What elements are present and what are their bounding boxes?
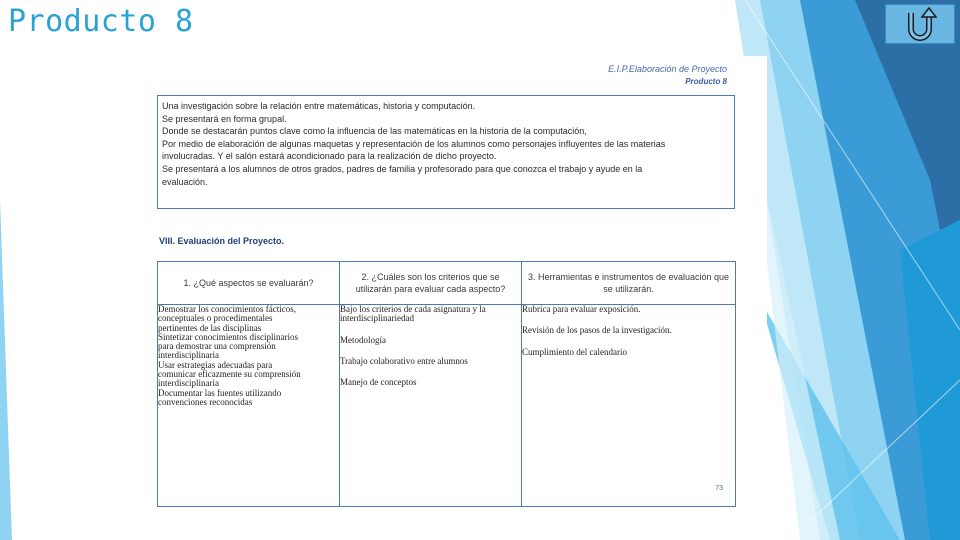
aspect-line: pertinentes de las disciplinas (158, 323, 262, 333)
slide-title: Producto 8 (8, 4, 194, 39)
description-line: Se presentará en forma grupal. (162, 113, 287, 124)
aspect-line: convenciones reconocidas (158, 397, 253, 407)
description-line: involucradas. Y el salón estará acondicionado para la realización de dicho proyecto. (162, 151, 497, 162)
table-row (158, 305, 736, 507)
header-aspects: 1. ¿Qué aspectos se evaluarán? (158, 262, 340, 305)
product-label: Producto 8 (685, 77, 727, 86)
aspect-line: interdisciplinaria (158, 351, 219, 361)
description-line: Donde se destacarán puntos clave como la influencia de las matemáticas en la historia de la computación, (162, 126, 587, 137)
u-turn-arrow-icon (902, 7, 938, 41)
document-page (147, 56, 767, 540)
description-line: Se presentará a los alumnos de otros grados, padres de familia y profesorado para que conozca el trabajo y ayude en la (162, 163, 643, 174)
header-tools: 3. Herramientas e instrumentos de evaluación que se utilizarán. (522, 262, 736, 305)
tool-item: Rubrica para evaluar exposición. (522, 305, 641, 314)
return-button[interactable] (885, 4, 955, 44)
criterion-item: Bajo los criterios de cada asignatura y la interdisciplinariedad (340, 305, 486, 324)
tool-item: Revisión de los pasos de la investigación. (522, 326, 672, 336)
aspect-line: interdisciplinaria (158, 379, 219, 389)
document-subtitle: E.I.P.Elaboración de Proyecto (608, 64, 727, 74)
description-box (157, 95, 735, 209)
document-header (608, 64, 727, 86)
criterion-item: Manejo de conceptos (340, 378, 417, 388)
aspect-line: Sintetizar conocimientos disciplinarios (158, 332, 298, 342)
criteria-cell (340, 305, 522, 507)
description-line: Por medio de elaboración de algunas maquetas y representación de los alumnos como personajes influyentes de las materias (162, 138, 666, 149)
description-line: evaluación. (162, 176, 208, 187)
aspect-line: comunicar eficazmente su comprensión (158, 370, 301, 380)
aspect-line: para demostrar una comprensión (158, 342, 276, 352)
aspect-line: conceptuales o procedimentales (158, 314, 273, 324)
aspect-line: Demostrar los conocimientos fácticos, (158, 305, 296, 314)
aspects-cell (158, 305, 340, 507)
tools-cell (522, 305, 736, 507)
evaluation-table (157, 261, 736, 507)
tool-item: Cumplimiento del calendario (522, 347, 627, 357)
table-header-row (158, 262, 736, 305)
page-number: 73 (715, 485, 723, 492)
description-line: Una investigación sobre la relación entre matemáticas, historia y computación. (162, 101, 476, 111)
aspect-line: Usar estrategias adecuadas para (158, 360, 273, 370)
aspect-line: Documentar las fuentes utilizando (158, 388, 282, 398)
criterion-item: Trabajo colaborativo entre alumnos (340, 356, 468, 366)
header-criteria: 2. ¿Cuáles son los criterios que se utilizarán para evaluar cada aspecto? (340, 262, 522, 305)
evaluation-heading: VIII. Evaluación del Proyecto. (159, 236, 285, 246)
criterion-item: Metodología (340, 335, 386, 345)
